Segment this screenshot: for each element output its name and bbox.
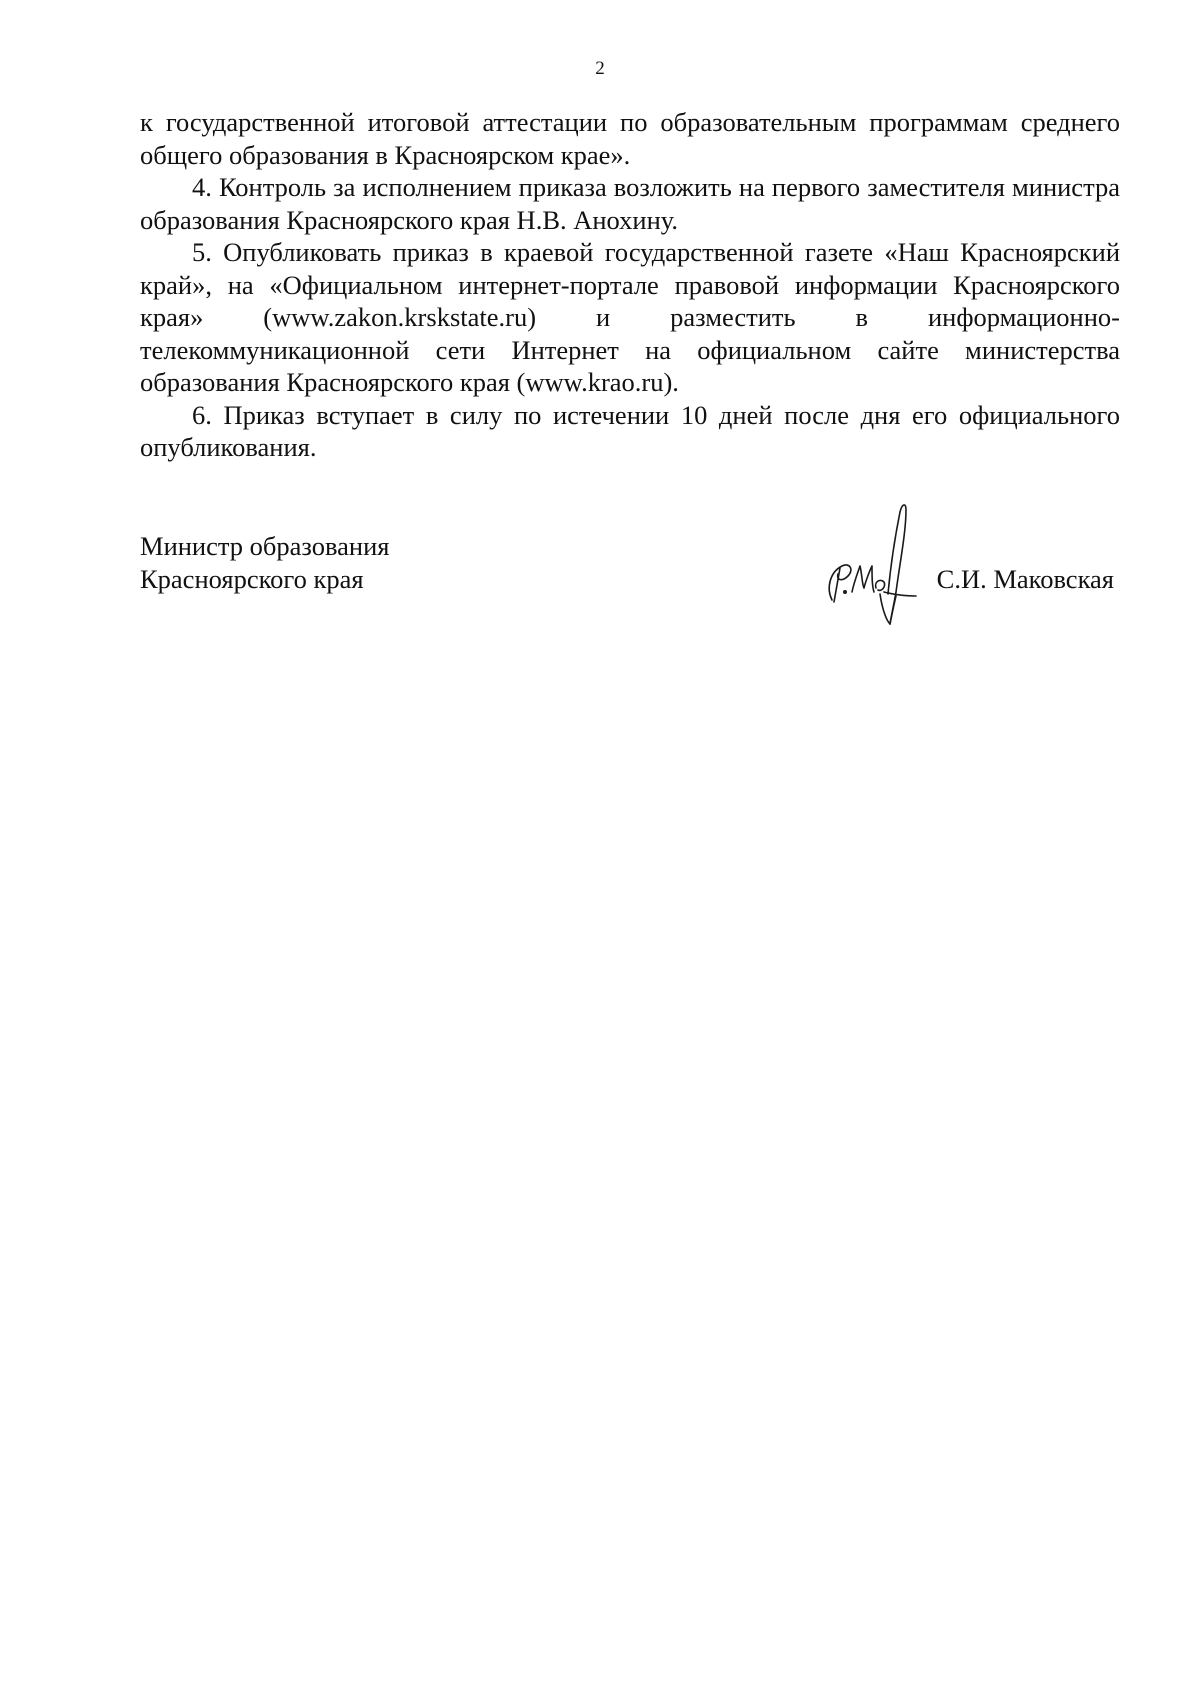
page-number: 2 bbox=[595, 58, 605, 79]
signatory-title-line-1: Министр образования bbox=[140, 531, 390, 561]
paragraph-item-6: 6. Приказ вступает в силу по истечении 10 дней после дня его официального опубликования. bbox=[140, 399, 1120, 462]
signature-block bbox=[140, 530, 1120, 650]
signatory-title-line-2: Красноярского края bbox=[140, 564, 364, 594]
signatory-title bbox=[140, 530, 389, 596]
paragraph-item-4: 4. Контроль за исполнением приказа возложить на первого заместителя министра образования Красноярского края Н.В. Анохину. bbox=[140, 172, 1120, 235]
handwritten-signature bbox=[812, 492, 942, 642]
paragraph-continuation: к государственной итоговой аттестации по образовательным программам среднего общего образования в Красноярском крае». bbox=[140, 107, 1120, 170]
document-body bbox=[140, 106, 1120, 464]
paragraph-item-5: 5. Опубликовать приказ в краевой государственной газете «Наш Красноярский край», на «Официальном интернет-портале правовой информации Красноярского края» (www.zakon.krskstate.ru) и разместить в информационно-телекоммуникационной сети Интернет на официальном сайте министерства образования Красноярского края (www.krao.ru). bbox=[140, 237, 1120, 397]
signatory-name: С.И. Маковская bbox=[936, 564, 1114, 594]
